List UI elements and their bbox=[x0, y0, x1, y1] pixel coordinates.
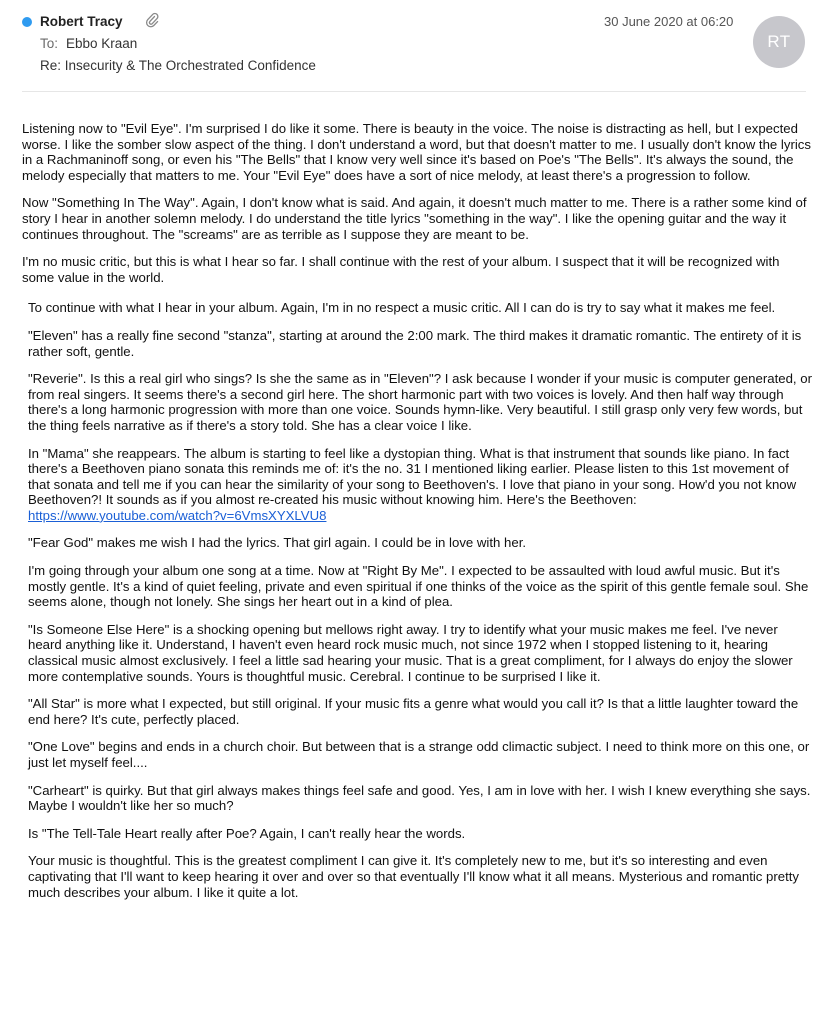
subject-line: Re: Insecurity & The Orchestrated Confidence bbox=[40, 58, 316, 73]
message-date: 30 June 2020 at 06:20 bbox=[604, 14, 734, 29]
body-paragraph: "Carheart" is quirky. But that girl always makes things feel safe and good. Yes, I am in love with her. I wish I knew everything she says. Maybe I wouldn't like her so much? bbox=[28, 782, 811, 814]
youtube-link[interactable]: https://www.youtube.com/watch?v=6VmsXYXLVU8 bbox=[28, 507, 327, 523]
body-paragraph: Listening now to "Evil Eye". I'm surprised I do like it some. There is beauty in the voice. The noise is distracting as hell, but I expected worse. I like the somber slow aspect of the thing. I don't understand a word, but that doesn't matter to me. I usually don't know the lyrics in a Rachmaninoff song, or even his "The Bells" that I know very well since it's based on Poe's "The Bells". It's always the sound, the melody especially that matters to me. Your "Evil Eye" does have a sort of nice melody, at least there's a progression to follow. bbox=[22, 121, 811, 183]
body-paragraph: "One Love" begins and ends in a church choir. But between that is a strange odd climactic subject. I need to think more on this one, or just let myself feel.... bbox=[28, 739, 810, 770]
body-paragraph: I'm going through your album one song at a time. Now at "Right By Me". I expected to be assaulted with loud awful music. But it's mostly gentle. It's a kind of quiet feeling, private and even spiritual if one thinks of the voice as the spirit of this gentle female soul. She seems alone, though not lonely. She sings her heart out in a kind of plea. bbox=[28, 563, 809, 610]
mama-text: In "Mama" she reappears. The album is starting to feel like a dystopian thing. What is that instrument that sounds like piano. In fact there's a Beethoven piano sonata this reminds me of: it's the no. 31 I mentioned liking earlier. Please listen to this 1st movement of that sonata and tell me if you can hear the similarity of your song to Beethoven's. I love that piano in your song. How'd you not know Beethoven?! It sounds as if you almost re-created his music without knowing him. Here's the Beethoven: bbox=[28, 445, 797, 508]
body-paragraph: Is "The Tell-Tale Heart really after Poe? Again, I can't really hear the words. bbox=[28, 825, 466, 841]
recipient-name[interactable]: Ebbo Kraan bbox=[66, 36, 138, 51]
body-paragraph: "Fear God" makes me wish I had the lyrics. That girl again. I could be in love with her. bbox=[28, 535, 527, 551]
body-paragraph: Now "Something In The Way". Again, I don't know what is said. And again, it doesn't much matter to me. There is a rather some kind of story I hear in another solemn melody. I do understand the title lyrics "something in the way". I like the opening guitar and the way it continues throughout. The "screams" are as terrible as I suppose they are meant to be. bbox=[22, 195, 807, 242]
message-body bbox=[22, 121, 812, 912]
to-label: To: bbox=[40, 36, 59, 51]
body-paragraph: "All Star" is more what I expected, but still original. If your music fits a genre what would you call it? Is that a little laughter toward the end here? It's cute, perfectly placed. bbox=[28, 696, 799, 727]
sender-name[interactable]: Robert Tracy bbox=[40, 14, 123, 29]
body-paragraph: "Reverie". Is this a real girl who sings? Is she the same as in "Eleven"? I ask because I wonder if your music is computer generated, or from real singers. It seems there's a second girl here. The short harmonic part with two voices is lovely. And then half way through there's a long harmonic progression with more than one voice. Sounds hymn-like. Very beautiful. I still grasp only very few words, but the thing feels narrative as if there's a story told. She has a clear voice I like. bbox=[28, 371, 812, 433]
body-paragraph: I'm no music critic, but this is what I hear so far. I shall continue with the rest of your album. I suspect that it will be recognized with some value in the world. bbox=[22, 254, 780, 285]
sender-avatar[interactable]: RT bbox=[753, 16, 805, 68]
header-divider bbox=[22, 91, 806, 92]
paperclip-icon[interactable] bbox=[145, 12, 159, 28]
body-paragraph: "Eleven" has a really fine second "stanza", starting at around the 2:00 mark. The third makes it dramatic romantic. The entirety of it is rather soft, gentle. bbox=[28, 327, 802, 359]
message-header bbox=[0, 0, 833, 92]
body-paragraph: "Is Someone Else Here" is a shocking opening but mellows right away. I try to identify what your music makes me feel. I've never heard anything like it. Understand, I haven't even heard rock music much, not since 1972 when I stopped listening to it, hearing classical music almost exclusively. I feel a little sad hearing your music. That is a great compliment, for I always do enjoy the slower more contemplative sounds. Yours is thoughtful music. Cerebral. I continue to be surprised I like it. bbox=[28, 621, 793, 684]
continued-section bbox=[28, 300, 812, 900]
recipient-row bbox=[40, 36, 137, 51]
unread-indicator bbox=[22, 17, 32, 27]
body-paragraph: To continue with what I hear in your album. Again, I'm in no respect a music critic. All I can do is try to say what it makes me feel. bbox=[28, 300, 776, 316]
body-paragraph bbox=[28, 446, 812, 524]
body-paragraph: Your music is thoughtful. This is the greatest compliment I can give it. It's completely new to me, but it's so interesting and even captivating that I'll want to keep hearing it over and over so that eventually I'll know what it all means. Mysterious and romantic pretty much describes your album. I like it quite a lot. bbox=[28, 853, 800, 900]
